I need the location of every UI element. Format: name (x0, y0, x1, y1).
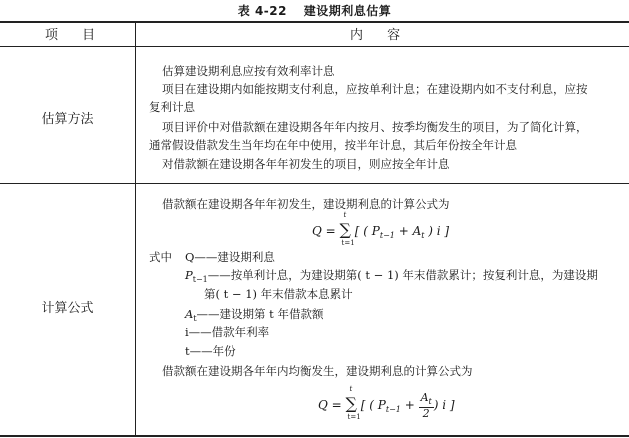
formula-intro-1: 借款额在建设期各年年初发生，建设期利息的计算公式为 (162, 197, 450, 211)
row-label-formula: 计算公式 (41, 301, 94, 316)
formula-annual-even: Q = ∑ t t=1 [ ( $P_{t-1}$ + $\frac{A_t}{2}$ ) i ] (318, 385, 455, 421)
method-line-6: 对借款额在建设期各年年初发生的项目，则应按全年计息 (162, 157, 450, 171)
table-caption (0, 2, 629, 19)
top-rule (0, 21, 629, 23)
def-a: $A_t——$建设期第 t 年借款额 (185, 307, 324, 323)
header-col-content: 内 容 (350, 28, 411, 43)
where-label: 式中 (149, 250, 172, 264)
formula-annual-start: Q = ∑ t t=1 [ ( $P_{t-1} + A_t$ ) i ] (312, 211, 450, 247)
def-p-cont: 第( t − 1) 年末借款本息累计 (204, 287, 353, 301)
method-line-5: 通常假设借款发生当年均在年中使用，按半年计息，其后年份按全年计息 (149, 138, 517, 152)
header-rule (0, 46, 629, 47)
method-line-4: 项目评价中对借款额在建设期各年年内按月、按季均衡发生的项目，为了简化计算， (162, 120, 588, 134)
table-number: 表 4-22 (237, 4, 287, 18)
row-rule (0, 183, 629, 184)
column-divider (135, 22, 136, 436)
def-q: Q——建设期利息 (185, 250, 275, 264)
formula-intro-2: 借款额在建设期各年年内均衡发生，建设期利息的计算公式为 (162, 364, 473, 378)
method-line-2: 项目在建设期内如能按期支付利息，应按单利计息；在建设期内如不支付利息，应按 (162, 82, 588, 96)
def-t: t——年份 (185, 344, 236, 358)
header-col-item: 项 目 (45, 28, 106, 43)
def-i: i——借款年利率 (185, 325, 270, 339)
table-title: 建设期利息估算 (303, 4, 392, 18)
method-line-1: 估算建设期利息应按有效利率计息 (162, 64, 335, 78)
row-label-method: 估算方法 (41, 112, 94, 127)
method-line-3: 复利计息 (149, 100, 195, 114)
bottom-rule (0, 435, 629, 437)
def-p: $P_{t-1}——$按单利计息，为建设期第( t − 1) 年末借款累计；按复利计息，为建设期 (185, 268, 598, 284)
